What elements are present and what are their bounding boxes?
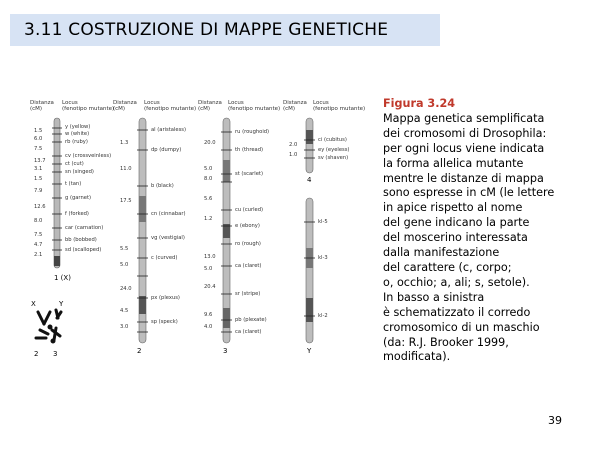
svg-text:17.5: 17.5 (120, 198, 132, 204)
svg-text:sd (scalloped): sd (scalloped) (65, 247, 102, 253)
svg-text:5.5: 5.5 (120, 246, 129, 252)
svg-text:al (aristaless): al (aristaless) (151, 127, 187, 133)
svg-text:1.3: 1.3 (120, 140, 129, 146)
chromosome-1-label: 1 (X) (54, 274, 71, 282)
caption-line: o, occhio; a, ali; s, setole). (383, 275, 530, 289)
caption-line: mentre le distanze di mappa (383, 171, 544, 185)
svg-text:11.0: 11.0 (120, 166, 132, 172)
caption-line: cromosomico di un maschio (383, 320, 540, 334)
svg-text:w (white): w (white) (65, 131, 90, 137)
chromosome-2-label: 2 (137, 347, 142, 355)
svg-text:4.5: 4.5 (120, 308, 129, 314)
svg-text:th (thread): th (thread) (235, 147, 264, 153)
caption-line: In basso a sinistra (383, 290, 485, 304)
svg-text:f (forked): f (forked) (65, 211, 89, 217)
caption-line: sono espresse in cM (le lettere (383, 186, 555, 200)
male-karyotype-sketch (31, 300, 64, 358)
figure-label: Figura 3.24 (383, 97, 456, 110)
header-distance-1: Distanza (30, 100, 54, 106)
svg-text:3.1: 3.1 (34, 166, 43, 172)
svg-text:ci (cubitus): ci (cubitus) (318, 137, 347, 143)
svg-text:5.0: 5.0 (204, 266, 213, 272)
slide-title: 3.11 COSTRUZIONE DI MAPPE GENETICHE (24, 20, 389, 40)
svg-text:b (black): b (black) (151, 183, 174, 189)
svg-text:cn (cinnabar): cn (cinnabar) (151, 211, 186, 217)
svg-text:5.0: 5.0 (204, 166, 213, 172)
svg-text:3: 3 (53, 350, 58, 358)
caption-line: Mappa genetica semplificata (383, 111, 545, 125)
header-locus-1: Locus (62, 100, 78, 106)
svg-text:bb (bobbed): bb (bobbed) (65, 237, 97, 243)
svg-text:(cM): (cM) (113, 106, 126, 112)
svg-text:7.9: 7.9 (34, 188, 43, 194)
svg-text:2.1: 2.1 (34, 252, 43, 258)
figure-caption (383, 97, 583, 365)
chromosome-y-values (318, 219, 328, 319)
svg-text:sr (stripe): sr (stripe) (235, 291, 261, 297)
svg-text:1.0: 1.0 (289, 152, 298, 158)
svg-text:1.5: 1.5 (34, 176, 43, 182)
svg-text:4.0: 4.0 (204, 324, 213, 330)
svg-text:ey (eyeless): ey (eyeless) (318, 147, 350, 153)
svg-text:9.6: 9.6 (204, 312, 213, 318)
svg-text:(fenotipo mutante): (fenotipo mutante) (228, 106, 281, 112)
svg-text:sn (singed): sn (singed) (65, 169, 94, 175)
chromosome-2-values (120, 127, 186, 330)
svg-text:c (curved): c (curved) (151, 255, 178, 261)
caption-line: (da: R.J. Brooker 1999, (383, 335, 509, 349)
svg-text:Distanza: Distanza (283, 100, 307, 106)
chromosome-3-label: 3 (223, 347, 228, 355)
svg-text:kl-2: kl-2 (318, 313, 328, 319)
svg-text:kl-5: kl-5 (318, 219, 328, 225)
genetic-map-figure (28, 98, 368, 363)
svg-text:Y: Y (59, 300, 64, 308)
chromosome-4 (304, 118, 315, 184)
svg-text:car (carnation): car (carnation) (65, 225, 104, 231)
svg-text:8.0: 8.0 (204, 176, 213, 182)
svg-text:(fenotipo mutante): (fenotipo mutante) (144, 106, 197, 112)
svg-text:cv (crossveinless): cv (crossveinless) (65, 153, 112, 159)
chromosome-2 (137, 118, 148, 355)
svg-text:(fenotipo mutante): (fenotipo mutante) (62, 106, 115, 112)
svg-text:sp (speck): sp (speck) (151, 319, 178, 325)
chromosome-4-values (289, 137, 349, 161)
svg-text:2.0: 2.0 (289, 142, 298, 148)
chromosome-y (304, 198, 315, 355)
svg-text:px (plexus): px (plexus) (151, 295, 180, 301)
svg-text:3.0: 3.0 (120, 324, 129, 330)
svg-text:Distanza: Distanza (113, 100, 137, 106)
caption-line: la forma allelica mutante (383, 156, 524, 170)
svg-text:ru (roughoid): ru (roughoid) (235, 129, 270, 135)
svg-text:1.5: 1.5 (34, 128, 43, 134)
chromosome-3-values (204, 129, 269, 335)
svg-text:12.6: 12.6 (34, 204, 46, 210)
caption-line: è schematizzato il corredo (383, 305, 531, 319)
svg-text:(cM): (cM) (30, 106, 43, 112)
svg-text:5.6: 5.6 (204, 196, 213, 202)
caption-line: per ogni locus viene indicata (383, 141, 545, 155)
svg-text:y (yellow): y (yellow) (65, 124, 91, 130)
svg-text:e (ebony): e (ebony) (235, 223, 260, 229)
svg-text:pb (plexate): pb (plexate) (235, 317, 267, 323)
svg-text:t (tan): t (tan) (65, 181, 82, 187)
svg-text:1.2: 1.2 (204, 216, 213, 222)
svg-text:ro (rough): ro (rough) (235, 241, 261, 247)
svg-text:sv (shaven): sv (shaven) (318, 155, 349, 161)
caption-line: del gene indicano la parte (383, 216, 530, 230)
svg-text:6.0: 6.0 (34, 136, 43, 142)
svg-text:g (garnet): g (garnet) (65, 195, 92, 201)
svg-text:20.4: 20.4 (204, 284, 216, 290)
svg-text:Distanza: Distanza (198, 100, 222, 106)
svg-text:cu (curled): cu (curled) (235, 207, 264, 213)
svg-text:2: 2 (34, 350, 39, 358)
chromosome-y-label: Y (307, 347, 312, 355)
svg-text:5.0: 5.0 (120, 262, 129, 268)
svg-text:ct (cut): ct (cut) (65, 161, 84, 167)
svg-text:Locus: Locus (228, 100, 244, 106)
caption-line: dei cromosomi di Drosophila: (383, 126, 547, 140)
chromosome-4-label: 4 (307, 176, 312, 184)
svg-text:(fenotipo mutante): (fenotipo mutante) (313, 106, 366, 112)
svg-text:vg (vestigial): vg (vestigial) (151, 235, 185, 241)
caption-line: del moscerino interessata (383, 231, 528, 245)
svg-text:Locus: Locus (313, 100, 329, 106)
caption-line: del carattere (c, corpo; (383, 260, 512, 274)
svg-text:(cM): (cM) (198, 106, 211, 112)
svg-text:(cM): (cM) (283, 106, 296, 112)
chromosome-3 (221, 118, 232, 355)
svg-text:20.0: 20.0 (204, 140, 216, 146)
svg-text:ca (claret): ca (claret) (235, 329, 262, 335)
caption-line: in apice rispetto al nome (383, 201, 523, 215)
svg-text:7.5: 7.5 (34, 146, 43, 152)
caption-line: modificata). (383, 350, 451, 364)
svg-text:8.0: 8.0 (34, 218, 43, 224)
svg-text:st (scarlet): st (scarlet) (235, 171, 263, 177)
caption-line: dalla manifestazione (383, 246, 500, 260)
svg-text:24.0: 24.0 (120, 286, 132, 292)
svg-text:Locus: Locus (144, 100, 160, 106)
chromosome-1-values (34, 124, 111, 258)
svg-text:dp (dumpy): dp (dumpy) (151, 147, 182, 153)
svg-text:13.0: 13.0 (204, 254, 216, 260)
svg-text:13.7: 13.7 (34, 158, 46, 164)
svg-text:kl-3: kl-3 (318, 255, 328, 261)
svg-text:X: X (31, 300, 36, 308)
svg-text:ca (claret): ca (claret) (235, 263, 262, 269)
svg-text:rb (ruby): rb (ruby) (65, 139, 88, 145)
page-number: 39 (548, 414, 562, 427)
svg-text:7.5: 7.5 (34, 232, 43, 238)
svg-text:4.7: 4.7 (34, 242, 43, 248)
title-bar (10, 14, 440, 46)
